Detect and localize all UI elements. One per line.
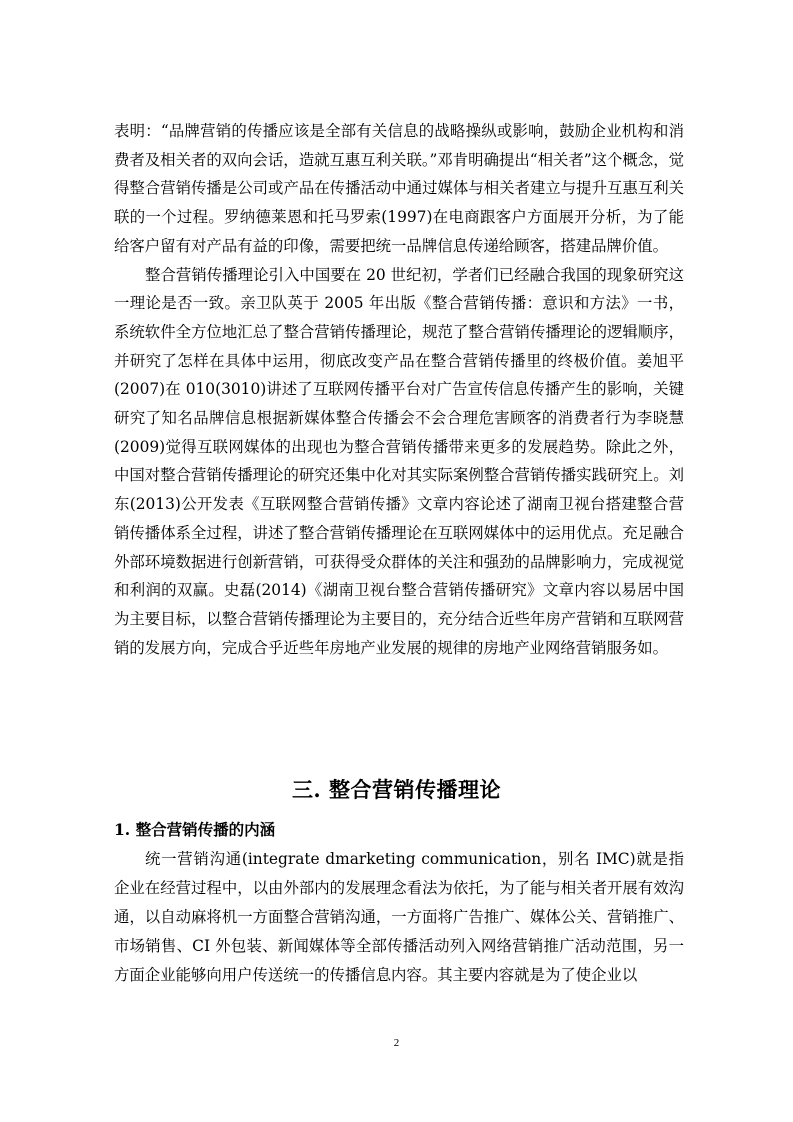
body-text-upper — [114, 117, 684, 662]
paragraph-research-review: 整合营销传播理论引入中国要在 20 世纪初，学者们已经融合我国的现象研究这一理论是否一致。亲卫队英于 2005 年出版《整合营销传播：意识和方法》一书，系统软件全方位地汇总了整合营销传播理论，规范了整合营销传播理论的逻辑顺序，并研究了怎样在具体中运用，彻底改变产品在整合营销传播里的终极价值。姜旭平(2007)在 010(3010)讲述了互联网传播平台对广告宣传信息传播产生的影响，关键研究了知名品牌信息根据新媒体整合传播会不会合理危害顾客的消费者行为李晓慧(2009)觉得互联网媒体的出现也为整合营销传播带来更多的发展趋势。除此之外，中国对整合营销传播理论的研究还集中化对其实际案例整合营销传播实践研究上。刘东(2013)公开发表《互联网整合营销传播》文章内容论述了湖南卫视台搭建整合营销传播体系全过程，讲述了整合营销传播理论在互联网媒体中的运用优点。充足融合外部环境数据进行创新营销，可获得受众群体的关注和强劲的品牌影响力，完成视觉和利润的双赢。史磊(2014)《湖南卫视台整合营销传播研究》文章内容以易居中国为主要目标，以整合营销传播理论为主要目的，充分结合近些年房产营销和互联网营销的发展方向，完成合乎近些年房地产业发展的规律的房地产业网络营销服务如。 — [114, 265, 684, 657]
page-number: 2 — [393, 1037, 400, 1049]
sub-heading: 1. 整合营销传播的内涵 — [114, 820, 276, 839]
paragraph-imc-definition: 统一营销沟通(integrate dmarketing communication，别名 IMC)就是指企业在经营过程中，以由外部内的发展理念看法为依托，为了能与相关者开展有效沟通，以自动麻将机一方面整合营销沟通，一方面将广告推广、媒体公关、营销推广、市场销售、CI 外包装、新闻媒体等全部传播活动列入网络营销推广活动范围，另一方面企业能够向用户传送统一的传播信息内容。其主要内容就是为了使企业以 — [114, 850, 684, 984]
body-text-lower — [114, 845, 684, 990]
section-heading: 三. 整合营销传播理论 — [291, 777, 502, 802]
paragraph-continuation: 表明：“品牌营销的传播应该是全部有关信息的战略操纵或影响，鼓励企业机构和消费者及相关者的双向会话，造就互惠互利关联。”邓肯明确提出“相关者”这个概念，觉得整合营销传播是公司或产品在传播活动中通过媒体与相关者建立与提升互惠互利关联的一个过程。罗纳德莱恩和托马罗索(1997)在电商跟客户方面展开分析，为了能给客户留有对产品有益的印像，需要把统一品牌信息传递给顾客，搭建品牌价值。 — [114, 122, 684, 255]
